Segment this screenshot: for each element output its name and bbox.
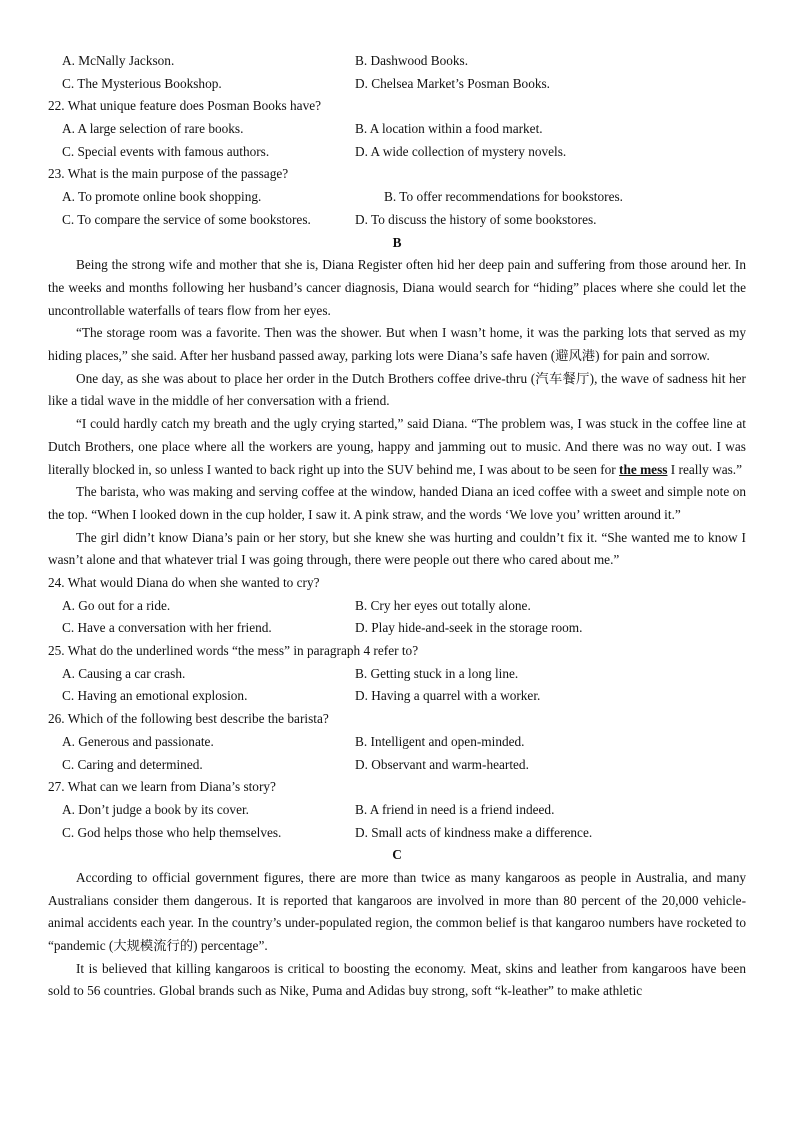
q27-option-d[interactable]: D. Small acts of kindness make a difference. bbox=[355, 824, 593, 840]
q25-stem: 25. What do the underlined words “the mess” in paragraph 4 refer to? bbox=[48, 643, 419, 659]
q25-options-row-2 bbox=[48, 685, 746, 708]
q21-option-d[interactable]: D. Chelsea Market’s Posman Books. bbox=[355, 75, 551, 91]
q22-options-row-1 bbox=[48, 118, 746, 141]
section-c-heading: C bbox=[392, 847, 402, 863]
q25-option-a[interactable]: A. Causing a car crash. bbox=[62, 665, 186, 681]
q26-option-a[interactable]: A. Generous and passionate. bbox=[62, 733, 214, 749]
q26-option-b[interactable]: B. Intelligent and open-minded. bbox=[355, 733, 525, 749]
q21-option-a[interactable]: A. McNally Jackson. bbox=[62, 53, 175, 68]
q27-option-b[interactable]: B. A friend in need is a friend indeed. bbox=[355, 801, 555, 817]
q22-option-b[interactable]: B. A location within a food market. bbox=[355, 121, 543, 137]
q24-stem: 24. What would Diana do when she wanted to cry? bbox=[48, 575, 320, 591]
q24-option-d[interactable]: D. Play hide-and-seek in the storage room. bbox=[355, 620, 583, 636]
q22-option-d[interactable]: D. A wide collection of mystery novels. bbox=[355, 143, 567, 159]
q26-option-d[interactable]: D. Observant and warm-hearted. bbox=[355, 756, 529, 772]
q21-options-row-2 bbox=[48, 73, 746, 96]
paragraph-4-text-after: I really was.” bbox=[667, 461, 743, 477]
q24-option-b[interactable]: B. Cry her eyes out totally alone. bbox=[355, 597, 531, 613]
q22-stem: 22. What unique feature does Posman Books have? bbox=[48, 98, 322, 114]
q25-options-row-1 bbox=[48, 663, 746, 686]
q27-options-row-2 bbox=[48, 822, 746, 845]
q24-option-a[interactable]: A. Go out for a ride. bbox=[62, 597, 171, 613]
q23-option-b[interactable]: B. To offer recommendations for bookstores. bbox=[384, 189, 623, 205]
q27-option-a[interactable]: A. Don’t judge a book by its cover. bbox=[62, 801, 249, 817]
q24-options-row-1 bbox=[48, 595, 746, 618]
q24-options-row-2 bbox=[48, 617, 746, 640]
q26-stem: 26. Which of the following best describe the barista? bbox=[48, 711, 329, 727]
q27-options-row-1 bbox=[48, 799, 746, 822]
q22-option-c[interactable]: C. Special events with famous authors. bbox=[62, 143, 270, 159]
q23-stem: 23. What is the main purpose of the passage? bbox=[48, 166, 289, 182]
q23-option-a[interactable]: A. To promote online book shopping. bbox=[62, 189, 262, 205]
q23-options-row-1 bbox=[48, 186, 746, 209]
section-b-paragraph-5: The barista, who was making and serving coffee at the window, handed Diana an iced coffee with a sweet and simple note on the top. “When I looked down in the cup holder, I saw it. A pink straw, and the words ‘We love you’ written around it.” bbox=[48, 484, 746, 522]
q23-option-c[interactable]: C. To compare the service of some bookstores. bbox=[62, 211, 311, 227]
q26-option-c[interactable]: C. Caring and determined. bbox=[62, 756, 203, 772]
q21-options-row-1 bbox=[48, 50, 746, 73]
section-c-paragraph-1: According to official government figures, there are more than twice as many kangaroos as people in Australia, and many Australians consider them dangerous. It is reported that kangaroos are involved in more than 80 percent of the 20,000 vehicle-animal accidents each year. In the country’s under-populated region, the common belief is that kangaroo numbers have rocketed to “pandemic (大规模流行的) percentage”. bbox=[48, 869, 746, 954]
section-c-paragraph-2: It is believed that killing kangaroos is critical to boosting the economy. Meat, skins and leather from kangaroos have been sold to 56 countries. Global brands such as Nike, Puma and Adidas buy strong, soft “k-leather” to make athletic bbox=[48, 960, 746, 999]
q27-option-c[interactable]: C. God helps those who help themselves. bbox=[62, 824, 282, 840]
section-b-paragraph-6: The girl didn’t know Diana’s pain or her story, but she knew she was hurting and couldn’t fix it. “She wanted me to know I wasn’t alone and that whatever trial I was going through, there were people out there who cared about me.” bbox=[48, 529, 746, 568]
section-b-paragraph-2: “The storage room was a favorite. Then was the shower. But when I wasn’t home, it was the parking lots that served as my hiding places,” she said. After her husband passed away, parking lots were Diana’s safe haven (避风港) for pain and sorrow. bbox=[48, 325, 746, 363]
section-b-paragraph-4 bbox=[48, 413, 746, 481]
q23-option-d[interactable]: D. To discuss the history of some bookstores. bbox=[355, 211, 597, 227]
q26-options-row-1 bbox=[48, 731, 746, 754]
q21-option-c[interactable]: C. The Mysterious Bookshop. bbox=[62, 75, 222, 91]
q22-option-a[interactable]: A. A large selection of rare books. bbox=[62, 121, 244, 137]
section-b-paragraph-1: Being the strong wife and mother that she is, Diana Register often hid her deep pain and suffering from those around her. In the weeks and months following her husband’s cancer diagnosis, Diana would search for “hiding” places where she could let the uncontrollable waterfalls of tears flow from her eyes. bbox=[48, 257, 746, 318]
q26-options-row-2 bbox=[48, 754, 746, 777]
underlined-the-mess: the mess bbox=[619, 461, 668, 477]
q27-stem: 27. What can we learn from Diana’s story? bbox=[48, 779, 276, 795]
q25-option-b[interactable]: B. Getting stuck in a long line. bbox=[355, 665, 519, 681]
q25-option-c[interactable]: C. Having an emotional explosion. bbox=[62, 688, 248, 704]
paragraph-4-text-before: “I could hardly catch my breath and the ugly crying started,” said Diana. “The problem was, I was stuck in the coffee line at Dutch Brothers, one place where all the workers are young, happy and jamming out to music. And there was no way out. I was literally blocked in, so unless I wanted to back right up into the SUV behind me, I was about to be seen for bbox=[48, 416, 746, 477]
q22-options-row-2 bbox=[48, 141, 746, 164]
section-b-heading: B bbox=[392, 234, 402, 250]
q24-option-c[interactable]: C. Have a conversation with her friend. bbox=[62, 620, 272, 636]
section-b-paragraph-3: One day, as she was about to place her order in the Dutch Brothers coffee drive-thru (汽车餐厅), the wave of sadness hit her like a tidal wave in the middle of her conversation with a friend. bbox=[48, 370, 746, 409]
q21-option-b[interactable]: B. Dashwood Books. bbox=[355, 53, 469, 68]
q25-option-d[interactable]: D. Having a quarrel with a worker. bbox=[355, 688, 541, 704]
exam-page bbox=[48, 50, 746, 1003]
q23-options-row-2 bbox=[48, 209, 746, 232]
